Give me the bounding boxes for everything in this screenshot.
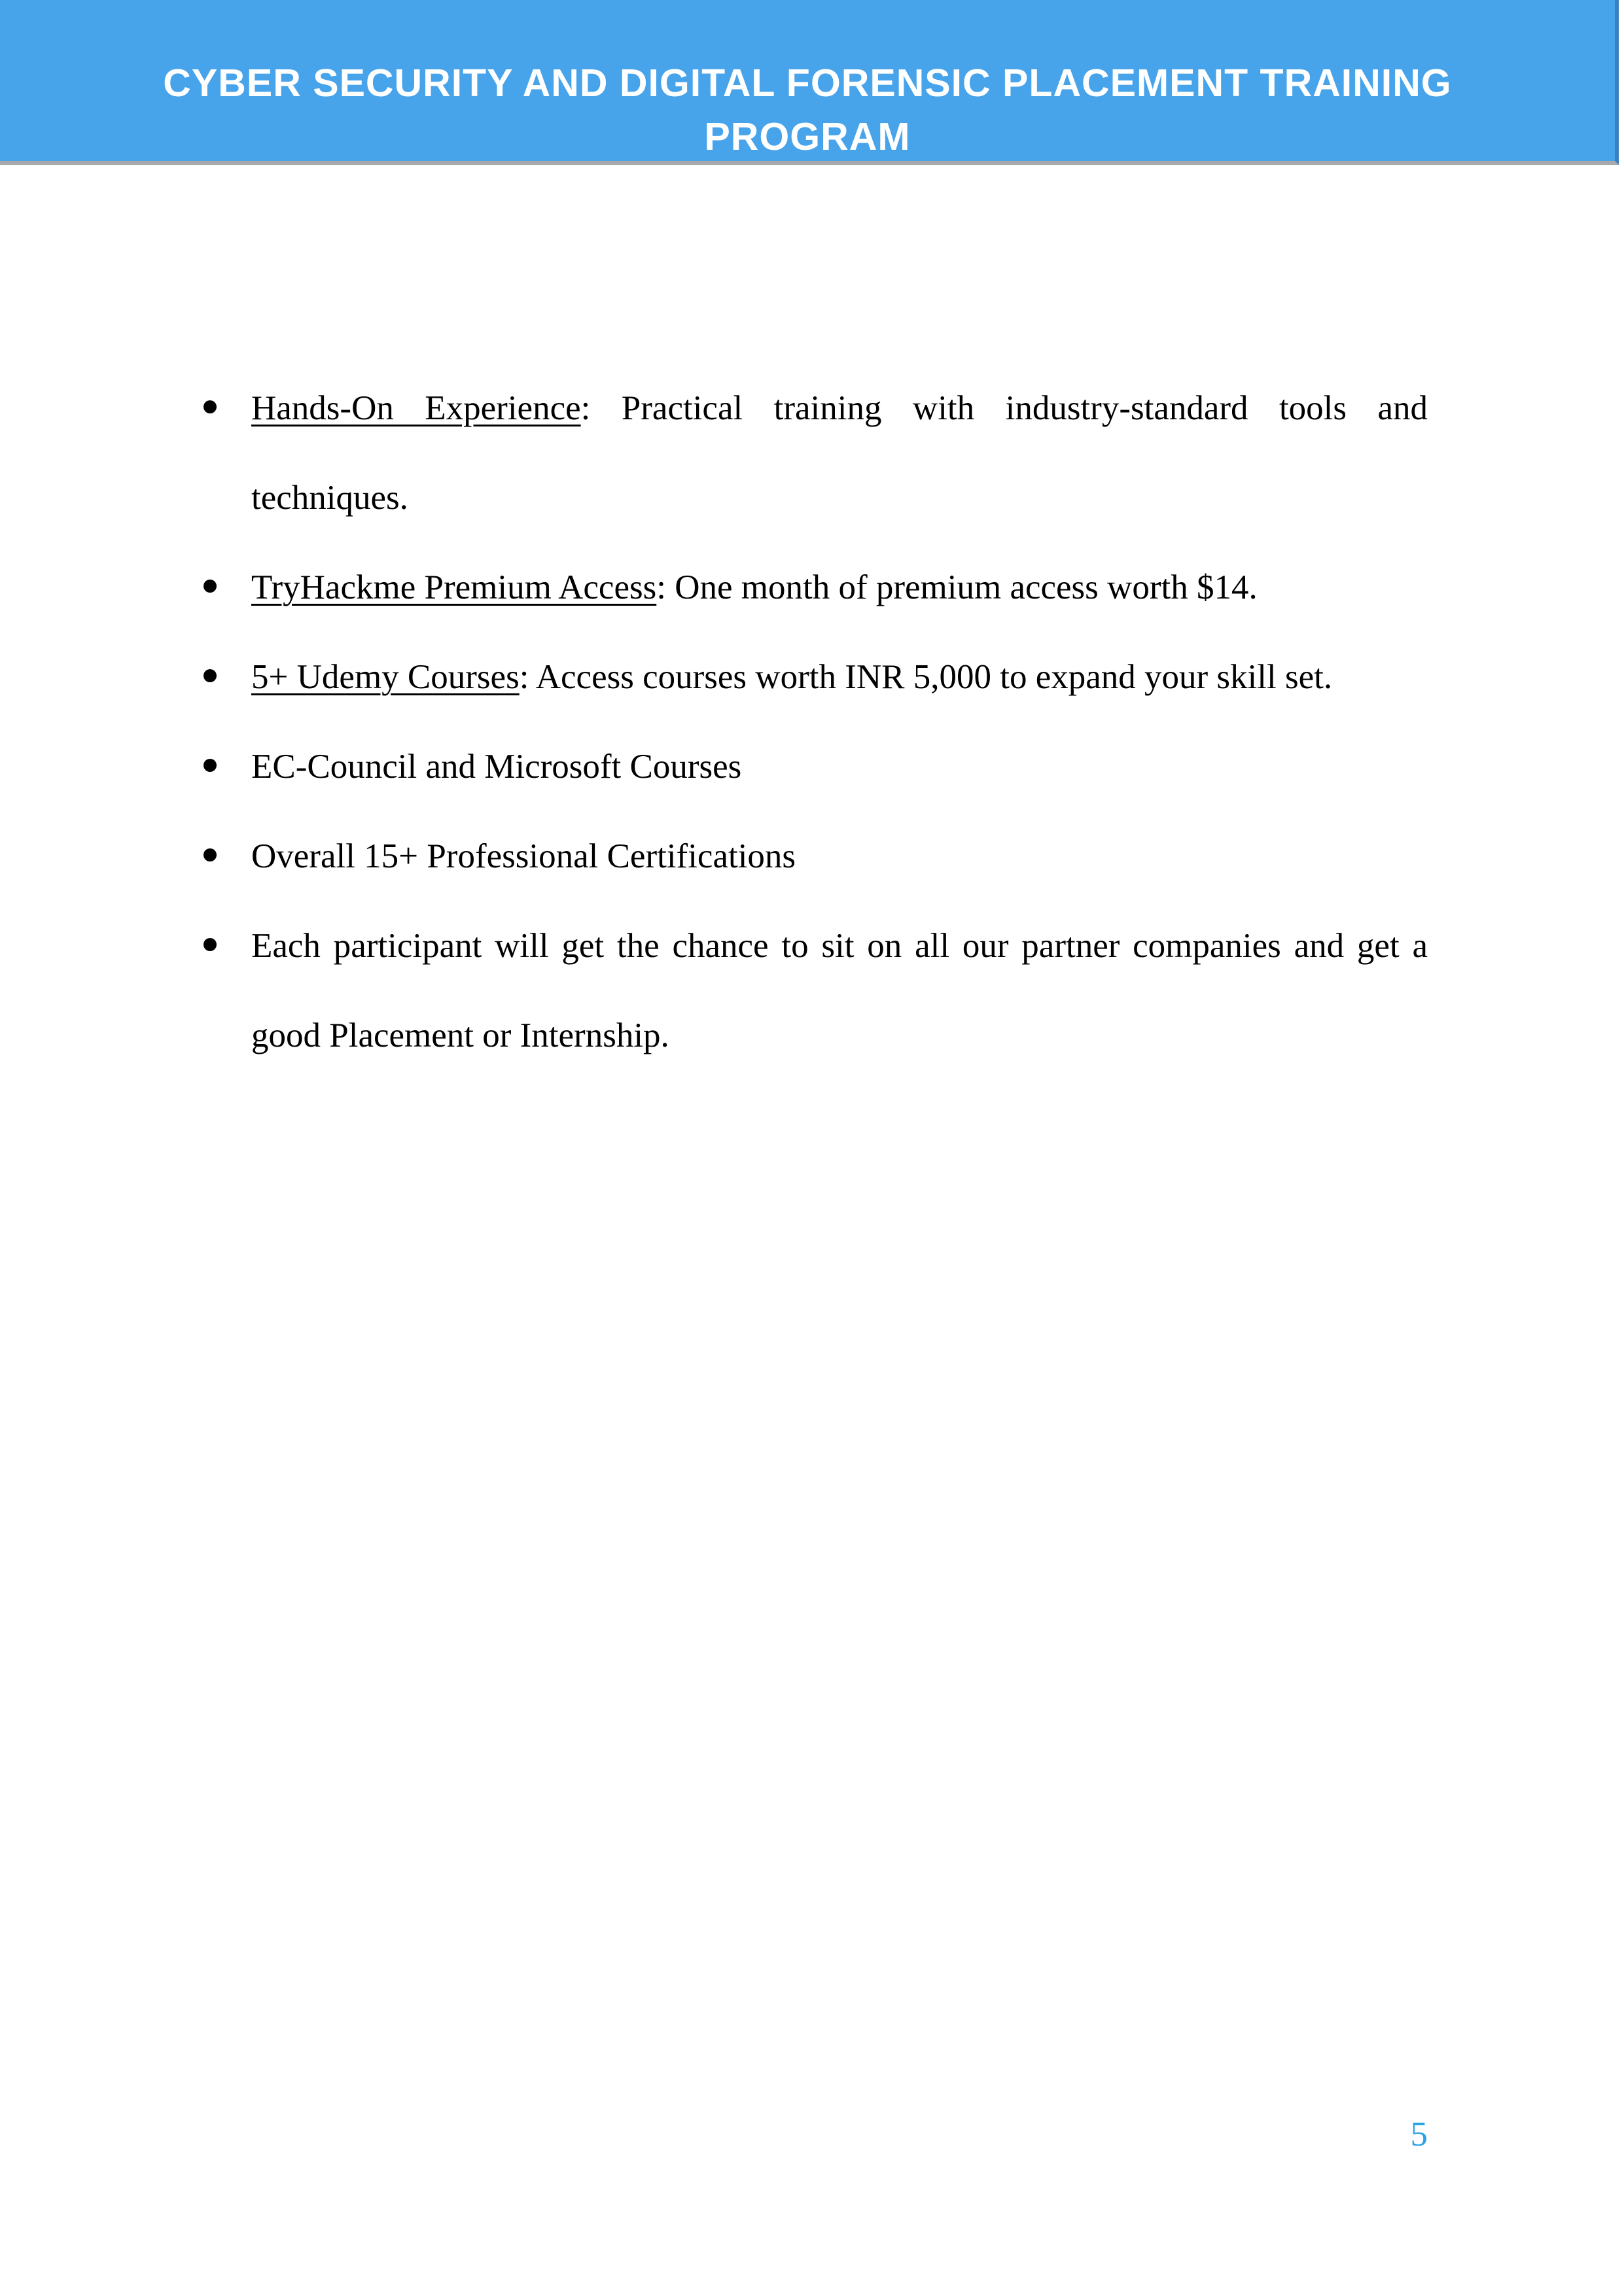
page-number: 5 xyxy=(1410,2115,1428,2153)
list-item-ec-council xyxy=(251,722,1428,812)
document-title: CYBER SECURITY AND DIGITAL FORENSIC PLACEMENT TRAINING PROGRAM xyxy=(163,61,1452,158)
bullet-icon xyxy=(203,759,217,772)
item-text: : Access courses worth INR 5,000 to expand your skill set. xyxy=(519,658,1333,696)
list-item-tryhackme xyxy=(251,543,1428,633)
item-label: TryHackme Premium Access xyxy=(251,568,657,606)
header-banner xyxy=(0,0,1619,165)
list-item-certifications xyxy=(251,812,1428,901)
item-text: : Practical training with industry-standard tools and techniques. xyxy=(251,389,1428,517)
item-text: : One month of premium access worth $14. xyxy=(656,568,1258,606)
bullet-icon xyxy=(203,669,217,682)
bullet-icon xyxy=(203,938,217,951)
item-label: 5+ Udemy Courses xyxy=(251,658,520,696)
benefits-list xyxy=(251,364,1428,1081)
item-text: Overall 15+ Professional Certifications xyxy=(251,837,796,875)
list-item-udemy xyxy=(251,633,1428,722)
bullet-icon xyxy=(203,580,217,593)
bullet-icon xyxy=(203,400,217,413)
item-text: Each participant will get the chance to sit on all our partner companies and get a good Placement or Internship. xyxy=(251,927,1428,1054)
item-text: EC-Council and Microsoft Courses xyxy=(251,748,742,786)
item-label: Hands-On Experience xyxy=(251,389,581,427)
list-item-hands-on xyxy=(251,364,1428,543)
list-item-placement xyxy=(251,901,1428,1081)
bullet-icon xyxy=(203,848,217,861)
